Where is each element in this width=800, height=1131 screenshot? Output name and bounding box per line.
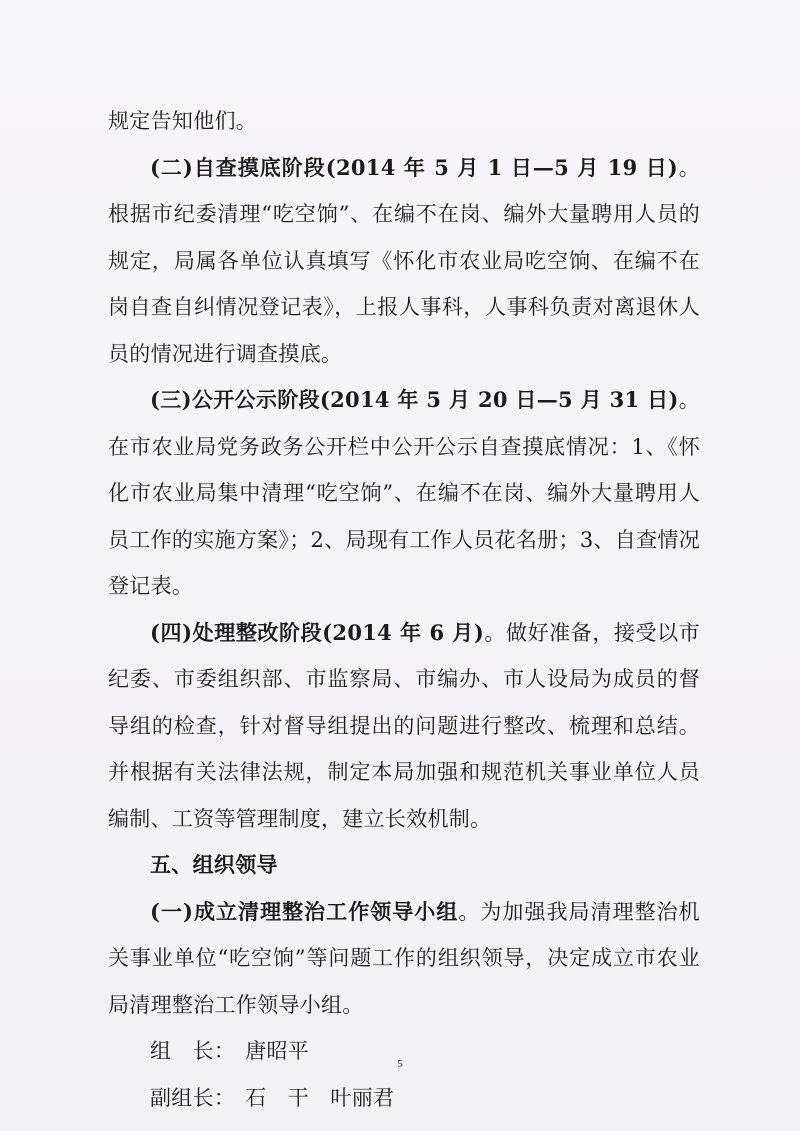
heading-self-check-stage: (二)自查摸底阶段(2014 年 5 月 1 日—5 月 19 日): [150, 154, 679, 180]
section-heading-organization: 五、组织领导: [150, 852, 278, 877]
member-role: 组 长：: [150, 1039, 236, 1063]
heading-publicity-stage: (三)公开公示阶段(2014 年 5 月 20 日—5 月 31 日): [150, 387, 679, 412]
paragraph-leading-group: (一)成立清理整治工作领导小组。为加强我局清理整治机关事业单位“吃空饷”等问题工作的组织领导，决定成立市农业局清理整治工作领导小组。: [108, 898, 700, 1017]
paragraph-publicity-stage: (三)公开公示阶段(2014 年 5 月 20 日—5 月 31 日)。在市农业局党务政务公开栏中公开公示自查摸底情况：1、《怀化市农业局集中清理“吃空饷”、在编不在岗、编外大量聘用人员工作的实施方案》；2、局现有工作人员花名册；3、自查情况登记表。: [108, 387, 700, 598]
member-row-deputy: [108, 1075, 700, 1122]
member-role: 副组长：: [150, 1085, 236, 1110]
member-names: 石 干 叶丽君: [245, 1085, 395, 1110]
paragraph-rectification-stage: (四)处理整改阶段(2014 年 6 月)。做好准备，接受以市纪委、市委组织部、市监察局、市编办、市人设局为成员的督导组的检查，针对督导组提出的问题进行整改、梳理和总结。并根据有关法律法规，制定本局加强和规范机关事业单位人员编制、工资等管理制度，建立长效机制。: [108, 619, 700, 831]
document-body: [108, 98, 700, 1121]
heading-leading-group: (一)成立清理整治工作领导小组: [150, 898, 459, 924]
paragraph-self-check-stage: (二)自查摸底阶段(2014 年 5 月 1 日—5 月 19 日)。根据市纪委清理“吃空饷”、在编不在岗、编外大量聘用人员的规定，局属各单位认真填写《怀化市农业局吃空饷、在编不在岗自查自纠情况登记表》，上报人事科，人事科负责对离退休人员的情况进行调查摸底。: [108, 154, 701, 366]
page-number: 5: [397, 1058, 403, 1070]
paragraph-intro-tail: 规定告知他们。: [108, 109, 258, 133]
member-names: 唐昭平: [245, 1039, 310, 1063]
heading-rectification-stage: (四)处理整改阶段(2014 年 6 月): [150, 619, 485, 645]
